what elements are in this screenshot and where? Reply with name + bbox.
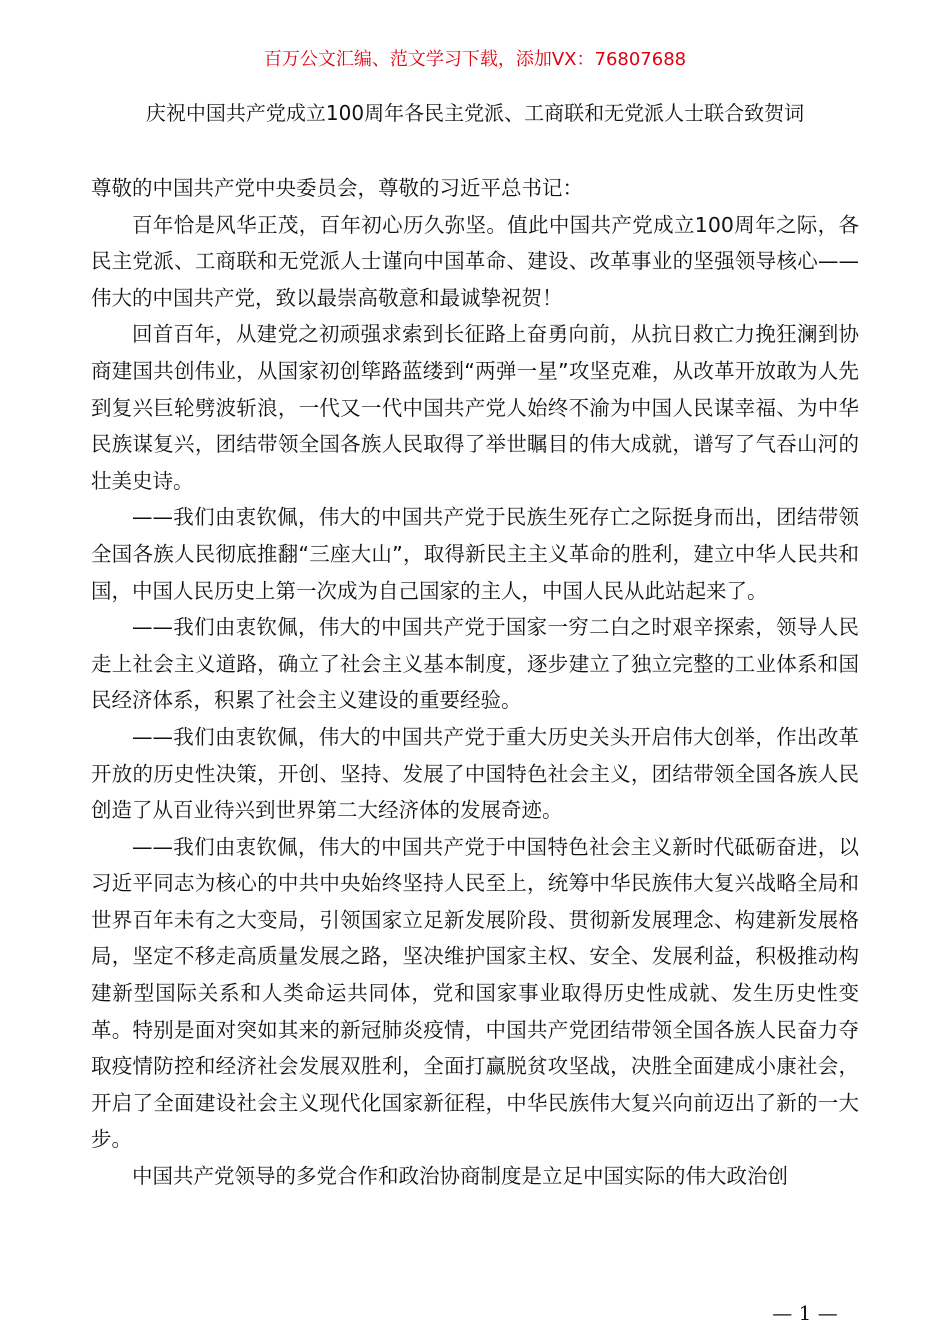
promo-header: 百万公文汇编、范文学习下载，添加VX：76807688 <box>263 49 687 70</box>
paragraph-5: ——我们由衷钦佩，伟大的中国共产党于重大历史关头开启伟大创举，作出改革开放的历史性决策，开创、坚持、发展了中国特色社会主义，团结带领全国各族人民创造了从百业待兴到世界第二大经济体的发展奇迹。 <box>91 724 859 823</box>
paragraph-4: ——我们由衷钦佩，伟大的中国共产党于国家一穷二白之时艰辛探索，领导人民走上社会主义道路，确立了社会主义基本制度，逐步建立了独立完整的工业体系和国民经济体系，积累了社会主义建设的重要经验。 <box>91 615 859 713</box>
document-body <box>91 170 859 1195</box>
document-title: 庆祝中国共产党成立100周年各民主党派、工商联和无党派人士联合致贺词 <box>145 101 805 125</box>
salutation: 尊敬的中国共产党中央委员会，尊敬的习近平总书记： <box>91 176 583 200</box>
paragraph-3: ——我们由衷钦佩，伟大的中国共产党于民族生死存亡之际挺身而出，团结带领全国各族人民彻底推翻“三座大山”，取得新民主主义革命的胜利，建立中华人民共和国，中国人民历史上第一次成为自己国家的主人，中国人民从此站起来了。 <box>91 505 859 603</box>
paragraph-2: 回首百年，从建党之初顽强求索到长征路上奋勇向前，从抗日救亡力挽狂澜到协商建国共创伟业，从国家初创筚路蓝缕到“两弹一星”攻坚克难，从改革开放敢为人先到复兴巨轮劈波斩浪，一代又一代中国共产党人始终不渝为中国人民谋幸福、为中华民族谋复兴，团结带领全国各族人民取得了举世瞩目的伟大成就，谱写了气吞山河的壮美史诗。 <box>91 322 859 493</box>
paragraph-6: ——我们由衷钦佩，伟大的中国共产党于中国特色社会主义新时代砥砺奋进，以习近平同志为核心的中共中央始终坚持人民至上，统筹中华民族伟大复兴战略全局和世界百年未有之大变局，引领国家立足新发展阶段、贯彻新发展理念、构建新发展格局，坚定不移走高质量发展之路，坚决维护国家主权、安全、发展利益，积极推动构建新型国际关系和人类命运共同体，党和国家事业取得历史性成就、发生历史性变革。特别是面对突如其来的新冠肺炎疫情，中国共产党团结带领全国各族人民奋力夺取疫情防控和经济社会发展双胜利，全面打赢脱贫攻坚战，决胜全面建成小康社会，开启了全面建设社会主义现代化国家新征程，中华民族伟大复兴向前迈出了新的一大步。 <box>91 834 859 1152</box>
paragraph-1: 百年恰是风华正茂，百年初心历久弥坚。值此中国共产党成立100周年之际，各民主党派、工商联和无党派人士谨向中国革命、建设、改革事业的坚强领导核心——伟大的中国共产党，致以最崇高敬意和最诚挚祝贺！ <box>91 212 859 310</box>
paragraph-7: 中国共产党领导的多党合作和政治协商制度是立足中国实际的伟大政治创 <box>132 1164 788 1189</box>
page-number: — 1 — <box>772 1301 838 1325</box>
